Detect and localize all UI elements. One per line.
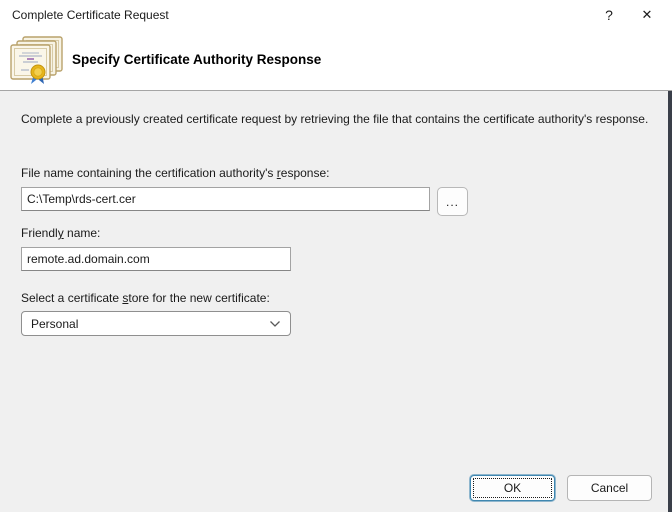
cancel-button[interactable]: Cancel bbox=[567, 475, 652, 501]
ok-button[interactable]: OK bbox=[470, 475, 555, 501]
close-icon[interactable]: ✕ bbox=[628, 0, 666, 30]
friendly-name-input[interactable] bbox=[21, 247, 291, 271]
certificate-store-value: Personal bbox=[31, 316, 79, 331]
window-title: Complete Certificate Request bbox=[12, 8, 169, 22]
dialog-header bbox=[0, 30, 672, 91]
browse-button[interactable]: ... bbox=[437, 187, 468, 216]
certificates-icon bbox=[10, 36, 64, 89]
friendly-name-label: Friendly name: bbox=[21, 226, 101, 240]
help-icon[interactable]: ? bbox=[590, 0, 628, 30]
description-text: Complete a previously created certificate request by retrieving the file that contains the certificate authority's response. bbox=[21, 112, 649, 126]
chevron-down-icon bbox=[269, 320, 281, 328]
file-name-label: File name containing the certification authority's response: bbox=[21, 166, 330, 180]
dialog-heading: Specify Certificate Authority Response bbox=[72, 52, 322, 67]
background-window-strip bbox=[668, 91, 672, 512]
file-name-input[interactable] bbox=[21, 187, 430, 211]
titlebar bbox=[0, 0, 672, 30]
certificate-store-label: Select a certificate store for the new certificate: bbox=[21, 291, 270, 305]
certificate-store-select[interactable] bbox=[21, 311, 291, 336]
